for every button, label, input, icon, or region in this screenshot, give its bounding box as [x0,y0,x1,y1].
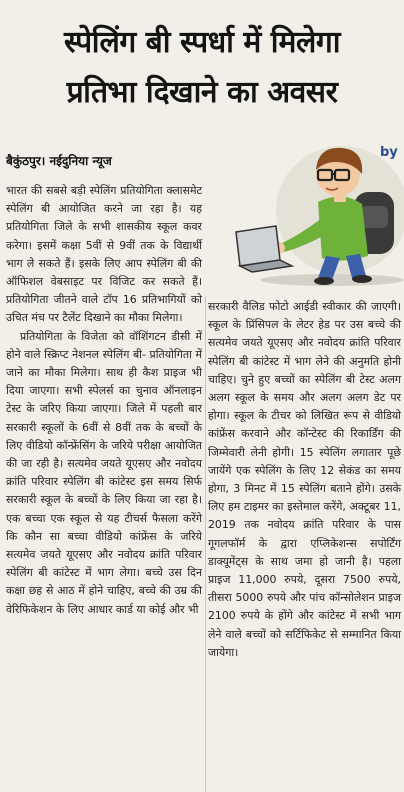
paragraph: प्रतियोगिता के विजेता को वॉशिंगटन डीसी में होने वाले स्क्रिप्ट नेशनल स्पेलिंग बी- प्रतियोगिता में जाने का मौका मिलेगा। साथ ही कैश प्राइज भी दिया जाएगा। सभी स्पेलर्स का चुनाव ऑनलाइन टेस्ट के जरिए किया जाएगा। जिले में पहली बार सरकारी स्कूलों के 6वीं से 8वीं तक के बच्चों के लिए वीडियो कॉन्फ्रेंसिंग के जरिये परीक्षा आयोजित की जा रही है। सत्यमेव जयते यूएसए और नवोदय क्रांति परिवार स्पेलिंग बी कांटेस्ट इस समय सिर्फ सरकारी स्कूल के बच्चों के लिए किया जा रहा है। एक बच्चा एक स्कूल से यह टीचर्स फैसला करेंगे कि कौन सा बच्चा वीडियो कांफ्रेंस के जरिये सत्यमेव जयते यूएसए और नवोदय क्रांति परिवार स्पेलिंग बी कांटेस्ट में भाग लेगा। बच्चे उस दिन कक्षा छह से आठ में होने चाहिए, बच्चे की उम्र की वेरिफिकेशन के लिए आधार कार्ड या कोई और भी [6,329,202,616]
headline [0,18,404,118]
headline-line-2: प्रतिभा दिखाने का अवसर [66,75,338,110]
headline-line-1: स्पेलिंग बी स्पर्धा में मिलेगा [64,25,340,60]
article-column-left [6,182,202,619]
byline: बैकुंठपुर। नईदुनिया न्यूज [6,154,112,168]
student-laptop-illustration [222,140,404,288]
paragraph: सरकारी वैलिड फोटो आईडी स्वीकार की जाएगी। स्कूल के प्रिंसिपल के लेटर हेड पर उस बच्चे की सत्यमेव जयते यूएसए और नवोदय क्रांति परिवार स्पेलिंग बी कांटेस्ट में भाग लेने की अनुमति होनी चाहिए। चुने हुए बच्चों का स्पेलिंग बी टेस्ट अलग अलग स्कूल के समय और अलग अलग डेट पर होगा। स्कूल के टीचर को लिखित रूप से वीडियो कांफ्रेंस करवाने और कॉन्टेस्ट की रिकार्डिंग की जिम्मेवारी लेनी होगी। 15 स्पेलिंग लगातार पूछे जायेंगे एक स्पेलिंग के लिए 12 सेकंड का समय होगा, 3 मिनट में 15 स्पेलिंग बताने होंगे। उसके लिए हम टाइमर का इस्तेमाल करेंगे, अक्टूबर 11, 2019 तक नवोदय क्रांति परिवार के पास गूगलफॉर्म के द्वारा एप्लिकेशन्स सपोर्टिंग डाक्यूमेंट्स के साथ जमा हो जानी है। पहला प्राइज 11,000 रुपये, दूसरा 7500 रुपये, तीसरा 5000 रुपये और पांच कॉन्सोलेशन प्राइज 2100 रुपये के होंगे और कांटेस्ट में सभी भाग लेने वाले बच्चों को सर्टिफिकेट से सम्मानित किया जायेगा। [208,300,401,659]
column-divider [205,296,206,792]
paragraph: भारत की सबसे बड़ी स्पेलिंग प्रतियोगिता क्लासमेट स्पेलिंग बी आयोजित करने जा रहा है। यह प्रतियोगिता जिले के सभी शासकीय स्कूल कवर करेगा। इसमें कक्षा 5वीं से 9वीं तक के विद्यार्थी भाग ले सकते हैं। इसके लिए आप स्पेलिंग बी की ऑफिशल वेबसाइट पर विजिट कर सकते हैं। प्रतियोगिता जीतने वाले टॉप 16 प्रतिभागियों को उचित मंच पर टैलेंट दिखाने का मौका मिलेगा। [6,184,202,325]
article-column-right [208,298,401,662]
illustration-text: by [380,145,398,160]
